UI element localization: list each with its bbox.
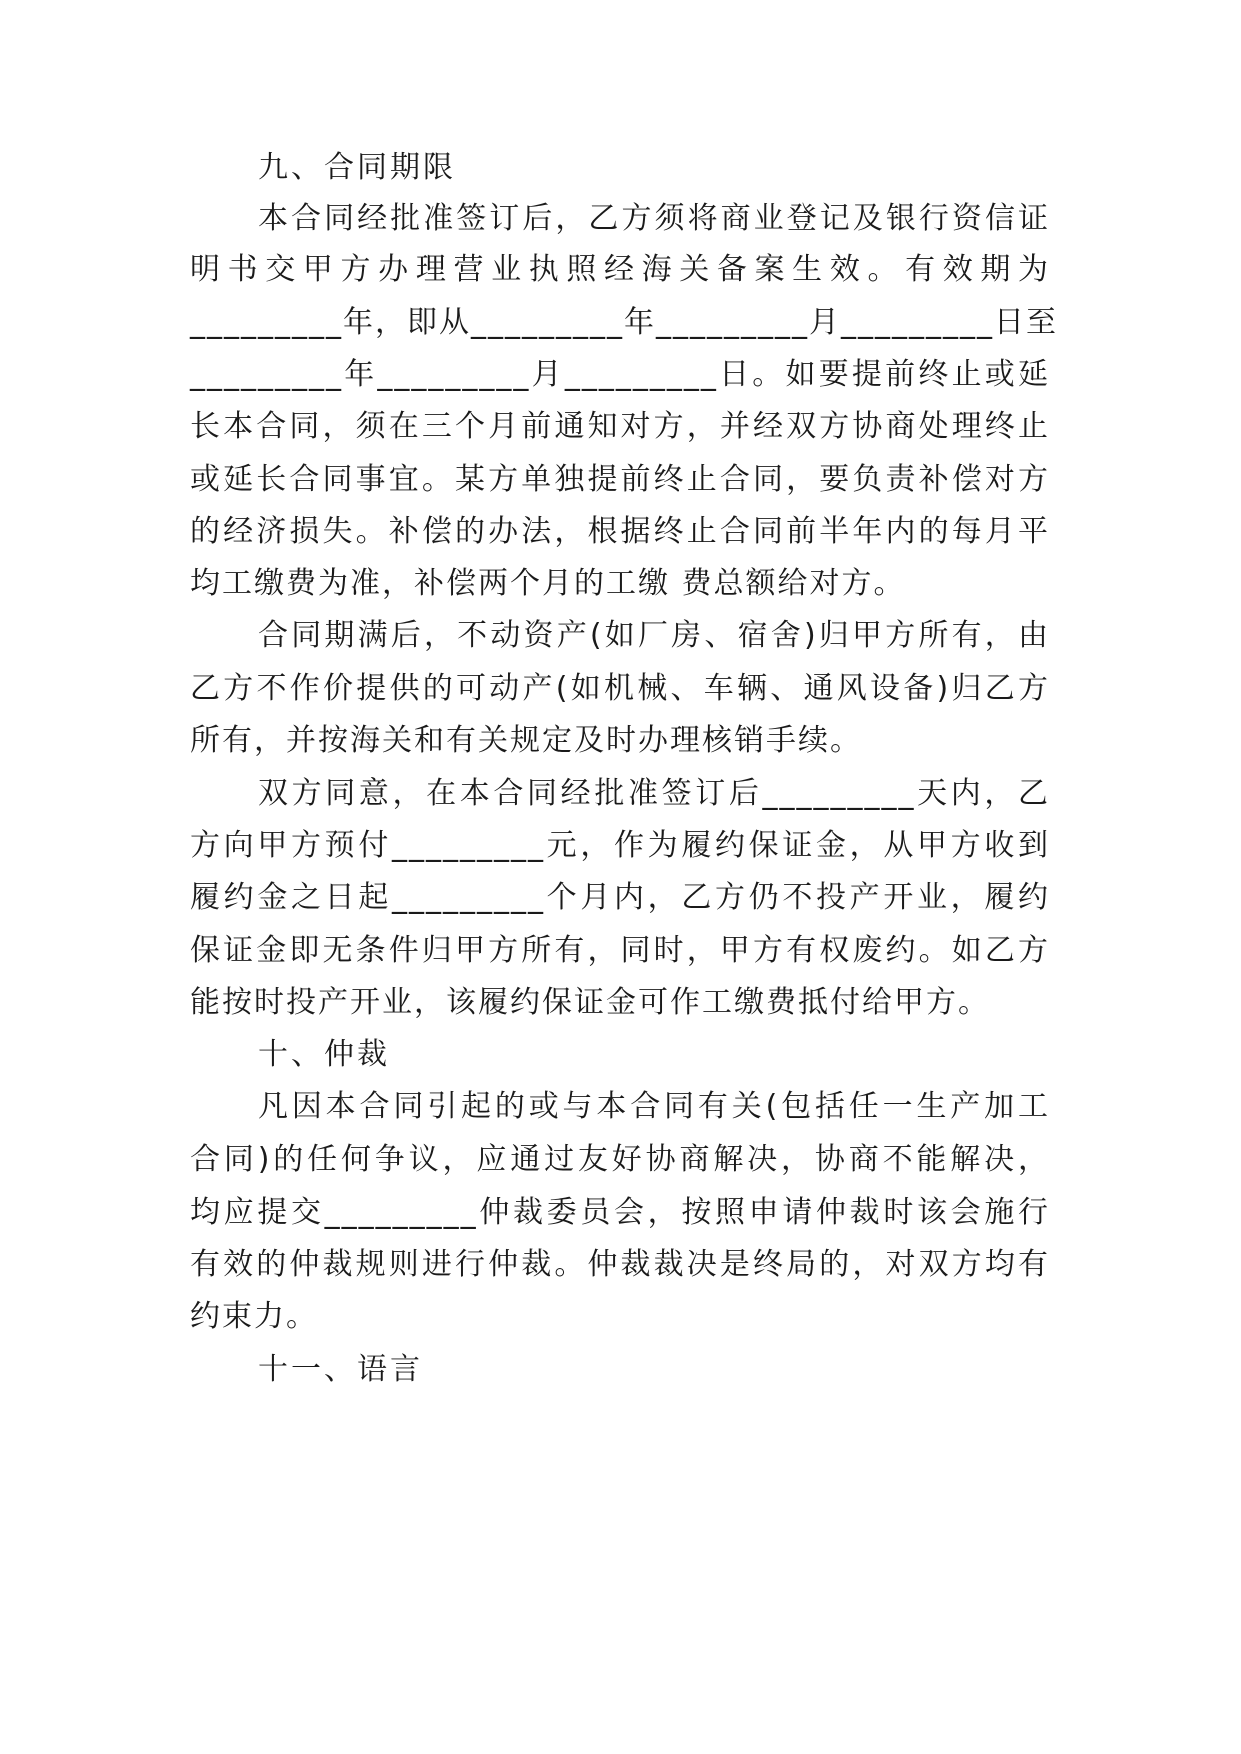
paragraph-line: _________年_________月_________日。如要提前终止或延	[190, 357, 1050, 392]
paragraph-line: 或延长合同事宜。某方单独提前终止合同，要负责补偿对方	[190, 462, 1050, 497]
paragraph-line: 保证金即无条件归甲方所有，同时，甲方有权废约。如乙方	[190, 933, 1050, 968]
paragraph-line: 双方同意，在本合同经批准签订后_________天内，乙	[258, 776, 1050, 811]
paragraph-line: 方向甲方预付_________元，作为履约保证金，从甲方收到	[190, 828, 1050, 863]
paragraph-line: 所有，并按海关和有关规定及时办理核销手续。	[190, 723, 862, 758]
paragraph-line: 能按时投产开业，该履约保证金可作工缴费抵付给甲方。	[190, 985, 990, 1020]
paragraph-line: 乙方不作价提供的可动产(如机械、车辆、通风设备)归乙方	[190, 671, 1050, 706]
paragraph-line: 有效的仲裁规则进行仲裁。仲裁裁决是终局的，对双方均有	[190, 1247, 1050, 1282]
paragraph-line: 均应提交_________仲裁委员会，按照申请仲裁时该会施行	[190, 1195, 1050, 1230]
paragraph-line: 履约金之日起_________个月内，乙方仍不投产开业，履约	[190, 880, 1050, 915]
paragraph-line: 均工缴费为准，补偿两个月的工缴 费总额给对方。	[190, 566, 906, 601]
paragraph-line: 长本合同，须在三个月前通知对方，并经双方协商处理终止	[190, 409, 1050, 444]
paragraph-line: 的经济损失。补偿的办法，根据终止合同前半年内的每月平	[190, 514, 1050, 549]
paragraph-line: 本合同经批准签订后，乙方须将商业登记及银行资信证	[258, 201, 1050, 236]
section-heading-language: 十一、语言	[258, 1352, 423, 1387]
paragraph-line: 明书交甲方办理营业执照经海关备案生效。有效期为	[190, 252, 1050, 287]
paragraph-line: 约束力。	[190, 1299, 318, 1334]
paragraph-line: 合同)的任何争议，应通过友好协商解决，协商不能解决，	[190, 1142, 1050, 1177]
paragraph-line: 凡因本合同引起的或与本合同有关(包括任一生产加工	[258, 1089, 1050, 1124]
section-heading-arbitration: 十、仲裁	[258, 1037, 390, 1072]
paragraph-line: _________年，即从_________年_________月_________日至	[190, 305, 1058, 340]
paragraph-line: 合同期满后，不动资产(如厂房、宿舍)归甲方所有，由	[258, 618, 1050, 653]
section-heading-term: 九、合同期限	[258, 150, 456, 185]
